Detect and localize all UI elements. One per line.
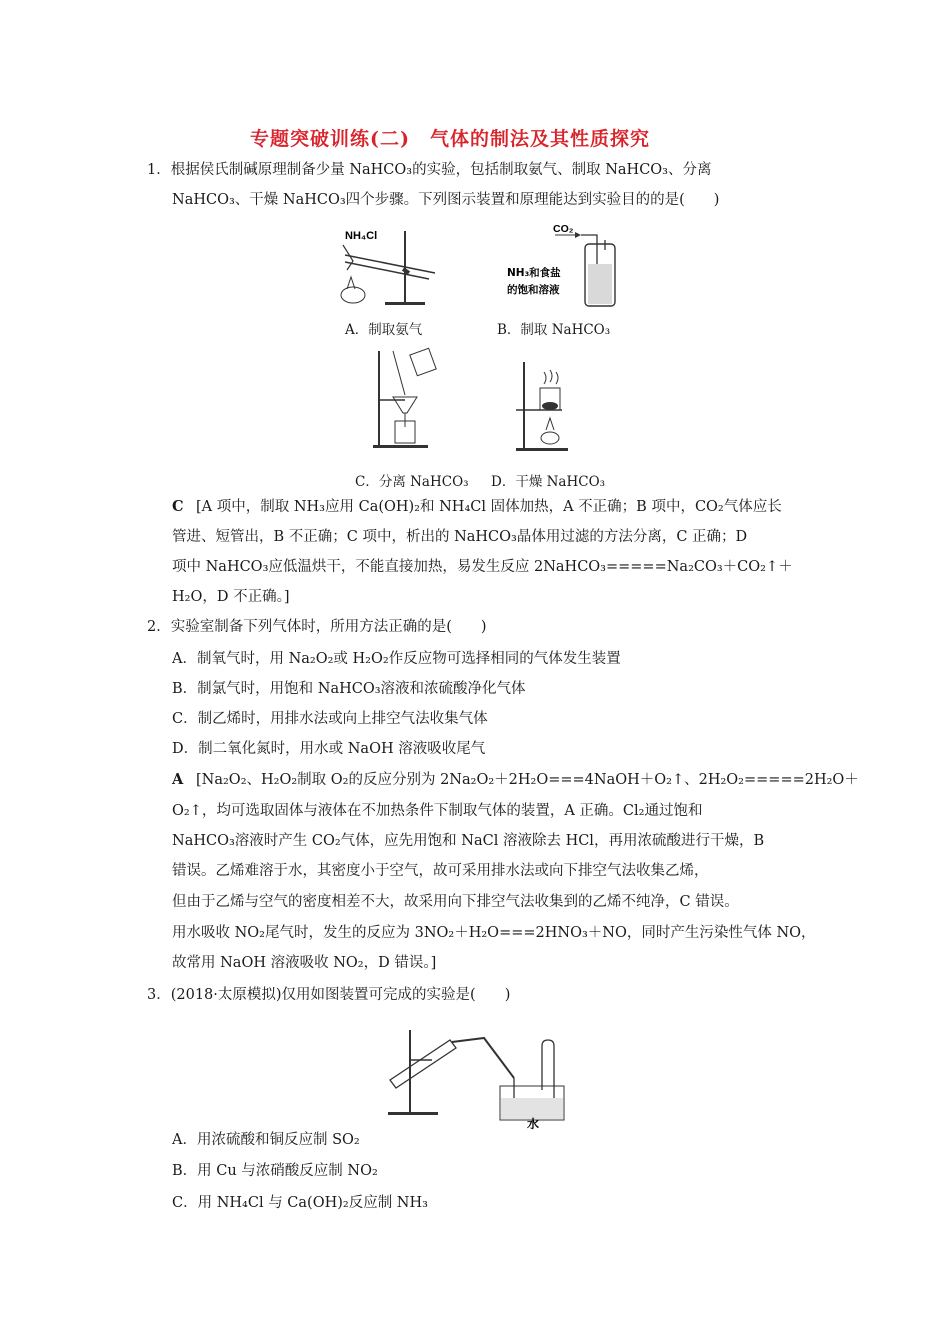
figure-q3-water-label: 水 [527,1117,540,1131]
q3-option-c: C．用 NH₄Cl 与 Ca(OH)₂反应制 NH₃ [172,1195,428,1211]
q2-explanation-line7: 故常用 NaOH 溶液吸收 NO₂，D 错误。] [172,955,437,971]
caption-c: C．分离 NaHCO₃ [355,474,469,490]
q1-explanation-line3: 项中 NaHCO₃应低温烘干，不能直接加热，易发生反应 2NaHCO₃=====Na₂CO₃＋CO₂↑＋ [172,559,793,575]
figure-d-drying-apparatus [512,358,582,453]
caption-b: B．制取 NaHCO₃ [497,322,611,338]
q1-stem-line1: 1．根据侯氏制碱原理制备少量 NaHCO₃的实验，包括制取氨气、制取 NaHCO₃、分离 [147,162,712,178]
q2-explanation-line2: O₂↑，均可选取固体与液体在不加热条件下制取气体的装置，A 正确。Cl₂通过饱和 [172,803,703,819]
q3-option-a: A．用浓硫酸和铜反应制 SO₂ [172,1132,360,1148]
q2-explanation-line6: 用水吸收 NO₂尾气时，发生的反应为 3NO₂＋H₂O===2HNO₃＋NO，同时产生污染性气体 NO， [172,925,816,941]
figure-q3-apparatus [380,1020,580,1130]
q2-explanation-line1: [Na₂O₂、H₂O₂制取 O₂的反应分别为 2Na₂O₂＋2H₂O===4NaOH＋O₂↑、2H₂O₂=====2H₂O＋ [196,772,859,788]
caption-d: D．干燥 NaHCO₃ [491,474,606,490]
q2-answer: A [172,771,184,788]
figure-c-filtration-apparatus [365,345,445,450]
q2-option-d: D．制二氧化氮时，用水或 NaOH 溶液吸收尾气 [172,741,486,757]
figure-a-ammonia-apparatus [325,225,445,307]
q2-option-a: A．制氧气时，用 Na₂O₂或 H₂O₂作反应物可选择相同的气体发生装置 [172,651,621,667]
q3-stem: 3．(2018·太原模拟)仅用如图装置可完成的实验是( ) [147,987,511,1003]
figure-a-label: NH₄Cl [345,230,378,242]
figure-b-co2-label: CO₂ [553,223,574,235]
figure-b-nahco3-apparatus [505,222,625,310]
caption-a: A．制取氨气 [345,322,423,338]
page-title: 专题突破训练(二) 气体的制法及其性质探究 [250,128,650,150]
q2-explanation-line5: 但由于乙烯与空气的密度相差不大，故采用向下排空气法收集到的乙烯不纯净，C 错误。 [172,894,739,910]
q2-option-c: C．制乙烯时，用排水法或向上排空气法收集气体 [172,711,488,727]
q1-explanation-line1: [A 项中，制取 NH₃应用 Ca(OH)₂和 NH₄Cl 固体加热，A 不正确；B 项中，CO₂气体应长 [196,499,782,515]
q1-stem-line2: NaHCO₃、干燥 NaHCO₃四个步骤。下列图示装置和原理能达到实验目的的是( ) [172,192,720,208]
q2-explanation-line4: 错误。乙烯难溶于水，其密度小于空气，故可采用排水法或向下排空气法收集乙烯， [172,863,709,879]
figure-b-solution-label1: NH₃和食盐 [507,267,561,279]
q2-stem: 2．实验室制备下列气体时，所用方法正确的是( ) [147,619,487,635]
q2-option-b: B．制氯气时，用饱和 NaHCO₃溶液和浓硫酸净化气体 [172,681,526,697]
q1-explanation-line4: H₂O，D 不正确。] [172,589,290,605]
q2-explanation-line3: NaHCO₃溶液时产生 CO₂气体，应先用饱和 NaCl 溶液除去 HCl，再用浓硫酸进行干燥，B [172,833,765,849]
q1-explanation-line2: 管进、短管出，B 不正确；C 项中，析出的 NaHCO₃晶体用过滤的方法分离，C 正确；D [172,529,748,545]
q1-answer: C [172,498,184,515]
figure-b-solution-label2: 的饱和溶液 [507,284,560,296]
q3-option-b: B．用 Cu 与浓硝酸反应制 NO₂ [172,1163,378,1179]
